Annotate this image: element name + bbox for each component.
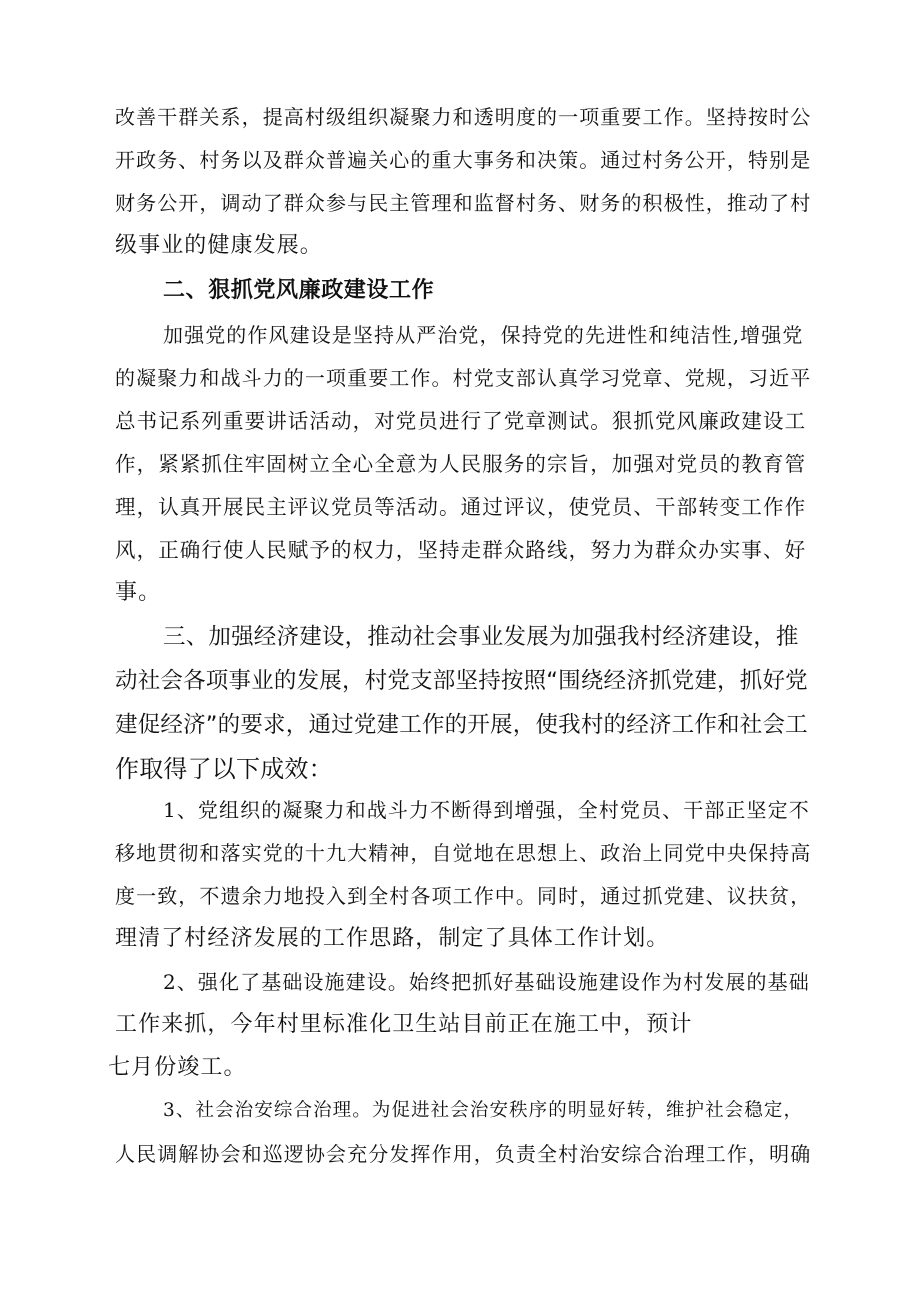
- text-line: 开政务、村务以及群众普遍关心的重大事务和决策。通过村务公开，特别是: [115, 148, 812, 172]
- text-line: 理，认真开展民主评议党员等活动。通过评议，使党员、干部转变工作作: [115, 495, 807, 519]
- text-line: 加强党的作风建设是坚持从严治党，保持党的先进性和纯洁性,增强党: [163, 323, 804, 347]
- section-heading-line: 三、加强经济建设，推动社会事业发展为加强我村经济建设，推: [163, 624, 799, 650]
- text-line: 1、党组织的凝聚力和战斗力不断得到增强，全村党员、干部正坚定不: [163, 798, 810, 822]
- text-line: 作，紧紧抓住牢固树立全心全意为人民服务的宗旨，加强对党员的教育管: [115, 452, 807, 476]
- text-line: 3、社会治安综合治理。为促进社会治安秩序的明显好转，维护社会稳定，: [163, 1100, 804, 1121]
- section-heading-line: 作取得了以下成效：: [115, 755, 333, 783]
- text-line: 事。: [115, 580, 162, 605]
- text-line: 七月份竣工。: [108, 1055, 247, 1080]
- text-line: 度一致，不遗余力地投入到全村各项工作中。同时，通过抓党建、议扶贫，: [115, 884, 812, 908]
- text-line: 改善干群关系，提高村级组织凝聚力和透明度的一项重要工作。坚持按时公: [115, 105, 812, 129]
- text-line: 的凝聚力和战斗力的一项重要工作。村党支部认真学习党章、党规，习近平: [115, 366, 812, 390]
- text-line: 移地贯彻和落实党的十九大精神，自觉地在思想上、政治上同党中央保持高: [115, 841, 812, 865]
- text-line: 2、强化了基础设施建设。始终把抓好基础设施建设作为村发展的基础: [163, 970, 810, 994]
- text-line: 风，正确行使人民赋予的权力，坚持走群众路线，努力为群众办实事、好: [115, 538, 807, 562]
- text-line: 工作来抓，今年村里标准化卫生站目前正在施工中，预计: [115, 1012, 693, 1037]
- text-line: 人民调解协会和巡逻协会充分发挥作用，负责全村治安综合治理工作，明确: [115, 1142, 812, 1166]
- section-heading-line: 动社会各项事业的发展，村党支部坚持按照“围绕经济抓党建，抓好党: [115, 668, 808, 694]
- section-heading-line: 建促经济”的要求，通过党建工作的开展，使我村的经济工作和社会工: [115, 712, 808, 738]
- section-heading: 二、狠抓党风廉政建设工作: [163, 278, 435, 303]
- text-line: 级事业的健康发展。: [115, 233, 323, 258]
- text-line: 理清了村经济发展的工作思路，制定了具体工作计划。: [115, 926, 670, 951]
- text-line: 总书记系列重要讲话活动，对党员进行了党章测试。狠抓党风廉政建设工: [115, 409, 807, 433]
- text-line: 财务公开，调动了群众参与民主管理和监督村务、财务的积极性，推动了村: [115, 191, 812, 215]
